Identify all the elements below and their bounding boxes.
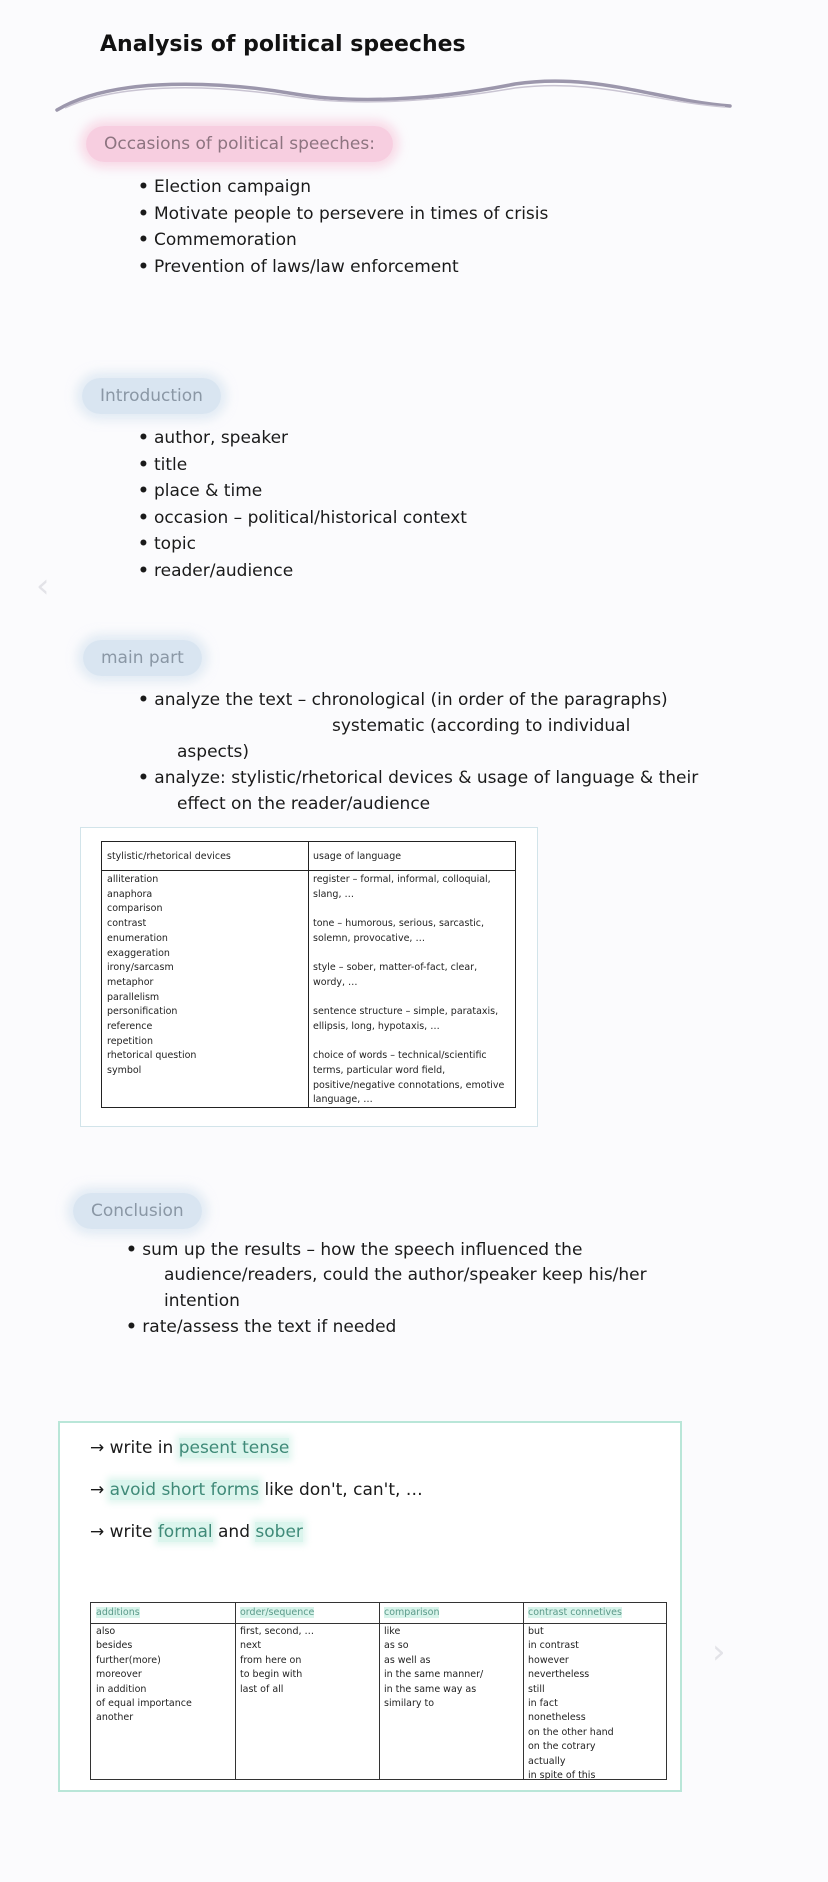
comparison-column — [379, 1624, 523, 1779]
usage-column — [308, 871, 515, 1107]
introduction-list — [138, 425, 467, 584]
bullet-icon: • — [138, 768, 149, 788]
table-cell: on the cotrary — [528, 1741, 596, 1753]
conclusion-bullet-2-text: rate/assess the text if needed — [142, 1317, 397, 1337]
table-cell: solemn, provocative, … — [313, 932, 425, 944]
devices-table — [101, 841, 516, 1108]
table-cell: last of all — [240, 1683, 284, 1695]
table-cell: comparison — [107, 903, 163, 915]
table-cell: parallelism — [107, 991, 160, 1003]
table-cell: reference — [107, 1021, 153, 1033]
list-item: • Prevention of laws/law enforcement — [138, 254, 548, 281]
table-cell: on the other hand — [528, 1726, 614, 1738]
table-cell: of equal importance — [96, 1698, 192, 1710]
table-cell: besides — [96, 1640, 133, 1652]
table-cell: wordy, … — [313, 976, 358, 988]
table-cell: actually — [528, 1755, 566, 1767]
table-cell: choice of words – technical/scientific — [313, 1050, 487, 1062]
devices-column — [102, 871, 308, 1107]
list-item: • author, speaker — [138, 425, 467, 452]
additions-header: additions — [91, 1603, 235, 1624]
table-cell: still — [528, 1683, 545, 1695]
tip-text: and — [212, 1522, 256, 1542]
table-cell: tone – humorous, serious, sarcastic, — [313, 918, 485, 930]
conclusion-bullet-1-line-2: audience/readers, could the author/speaker keep his/her — [164, 1265, 647, 1285]
list-item: • reader/audience — [138, 558, 467, 585]
table-cell: metaphor — [107, 976, 154, 988]
comparison-header: comparison — [379, 1603, 523, 1624]
prev-page-arrow[interactable]: ‹ — [36, 566, 50, 606]
table-cell: similary to — [384, 1698, 435, 1710]
conclusion-bullet-1-line-1: sum up the results – how the speech influenced the — [142, 1240, 583, 1260]
table-cell: alliteration — [107, 874, 159, 885]
table-cell: symbol — [107, 1065, 142, 1077]
bullet-icon: • — [126, 1317, 137, 1337]
table-cell: in spite of this — [528, 1770, 596, 1782]
table-cell: also — [96, 1626, 116, 1637]
list-item: • occasion – political/historical context — [138, 505, 467, 532]
table-cell: nevertheless — [528, 1669, 590, 1681]
bullet-icon: • — [126, 1240, 137, 1260]
tip-present-tense — [90, 1438, 289, 1458]
table-cell: irony/sarcasm — [107, 962, 174, 974]
occasions-list — [138, 174, 548, 280]
table-cell: to begin with — [240, 1669, 303, 1681]
tip-highlight: pesent tense — [178, 1438, 290, 1458]
usage-header: usage of language — [308, 842, 515, 871]
introduction-heading: Introduction — [82, 378, 221, 414]
tip-highlight: formal — [157, 1522, 213, 1542]
table-cell: style – sober, matter-of-fact, clear, — [313, 962, 478, 974]
table-cell: however — [528, 1654, 569, 1666]
tip-highlight: sober — [255, 1522, 303, 1542]
main-part-bullet-2-line-2: effect on the reader/audience — [177, 794, 431, 814]
contrast-column — [523, 1624, 666, 1782]
table-cell: but — [528, 1626, 544, 1637]
main-part-bullet-1-line-1: analyze the text – chronological (in order of the paragraphs) — [154, 690, 668, 710]
table-cell: first, second, … — [240, 1626, 315, 1637]
table-cell: another — [96, 1712, 134, 1724]
table-cell: exaggeration — [107, 947, 170, 959]
order-sequence-header: order/sequence — [235, 1603, 379, 1624]
table-cell: moreover — [96, 1669, 142, 1681]
main-part-bullet-2 — [138, 765, 698, 791]
table-cell: further(more) — [96, 1654, 161, 1666]
list-item: • topic — [138, 531, 467, 558]
tip-highlight: avoid short forms — [109, 1480, 260, 1500]
decorative-swoosh — [55, 70, 735, 115]
table-cell: enumeration — [107, 932, 168, 944]
list-item: • Commemoration — [138, 227, 548, 254]
table-cell: in addition — [96, 1683, 147, 1695]
table-cell: nonetheless — [528, 1712, 586, 1724]
table-cell: register – formal, informal, colloquial, — [313, 874, 491, 885]
page-title: Analysis of political speeches — [100, 32, 466, 57]
table-cell: contrast — [107, 918, 147, 930]
list-item: • Motivate people to persevere in times of crisis — [138, 201, 548, 228]
next-page-arrow[interactable]: › — [712, 1632, 726, 1672]
tip-text: like don't, can't, … — [259, 1480, 423, 1500]
table-cell: like — [384, 1626, 401, 1637]
table-cell: in the same way as — [384, 1683, 477, 1695]
list-item: • place & time — [138, 478, 467, 505]
tip-formal-sober — [90, 1522, 303, 1542]
table-cell: as so — [384, 1640, 409, 1652]
table-cell: sentence structure – simple, parataxis, — [313, 1006, 499, 1018]
arrow-icon: → — [90, 1522, 105, 1542]
arrow-icon: → — [90, 1480, 105, 1500]
additions-column — [91, 1624, 235, 1779]
occasions-heading: Occasions of political speeches: — [86, 126, 393, 162]
devices-header: stylistic/rhetorical devices — [102, 842, 308, 871]
table-cell: slang, … — [313, 888, 355, 900]
contrast-header: contrast connetives — [523, 1603, 666, 1624]
table-cell: repetition — [107, 1035, 153, 1047]
table-cell: from here on — [240, 1654, 302, 1666]
table-cell: next — [240, 1640, 262, 1652]
main-part-bullet-1-line-2: systematic (according to individual — [332, 716, 631, 736]
tip-text: write — [109, 1522, 158, 1542]
connectives-table — [90, 1602, 667, 1780]
list-item: • Election campaign — [138, 174, 548, 201]
table-cell: rhetorical question — [107, 1050, 197, 1062]
table-cell: anaphora — [107, 888, 153, 900]
main-part-bullet-1-line-3: aspects) — [177, 742, 250, 762]
arrow-icon: → — [90, 1438, 105, 1458]
main-part-bullet-1 — [138, 687, 668, 713]
bullet-icon: • — [138, 690, 149, 710]
table-cell: ellipsis, long, hypotaxis, … — [313, 1020, 440, 1032]
table-cell: positive/negative connotations, emotive — [313, 1079, 505, 1091]
conclusion-bullet-1 — [126, 1237, 582, 1263]
table-cell: in fact — [528, 1698, 558, 1710]
main-part-heading: main part — [83, 640, 202, 676]
order-sequence-column — [235, 1624, 379, 1779]
table-cell: in the same manner/ — [384, 1669, 484, 1681]
table-cell: terms, particular word field, — [313, 1065, 446, 1077]
main-part-bullet-2-line-1: analyze: stylistic/rhetorical devices & usage of language & their — [154, 768, 699, 788]
table-cell: personification — [107, 1006, 178, 1018]
table-cell: as well as — [384, 1654, 431, 1666]
conclusion-bullet-2 — [126, 1314, 396, 1340]
table-cell: in contrast — [528, 1640, 579, 1652]
tip-text: write in — [109, 1438, 179, 1458]
tip-short-forms — [90, 1480, 423, 1500]
list-item: • title — [138, 452, 467, 479]
table-cell: language, … — [313, 1094, 373, 1106]
conclusion-bullet-1-line-3: intention — [164, 1291, 240, 1311]
conclusion-heading: Conclusion — [73, 1193, 202, 1229]
